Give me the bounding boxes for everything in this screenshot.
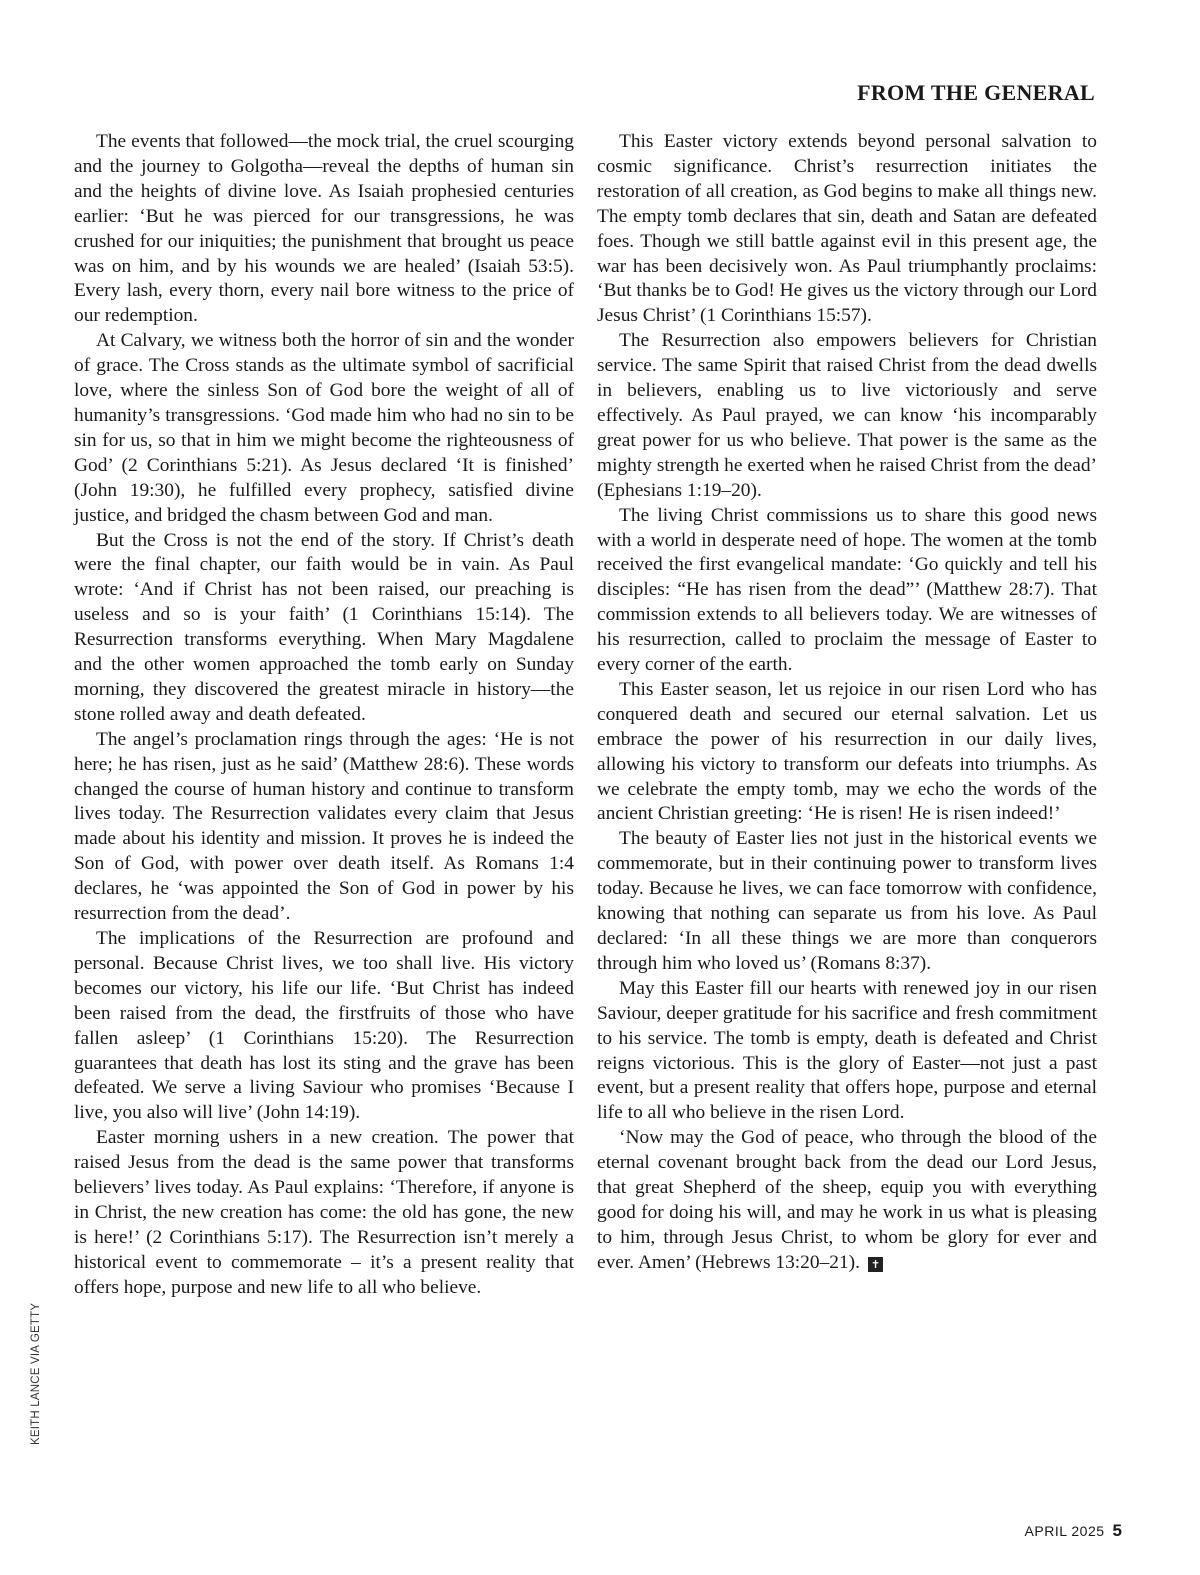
paragraph: May this Easter fill our hearts with renewed joy in our risen Saviour, deeper gratitude for his sacrifice and fresh commitment to his service. The tomb is empty, death is defeated and Christ reigns victorious. This is the glory of Easter—not just a past event, but a present reality that offers hope, purpose and eternal life to all who believe in the risen Lord. — [597, 977, 1097, 1124]
paragraph: The living Christ commissions us to share this good news with a world in desperate need of hope. The women at the tomb received the first evangelical mandate: ‘Go quickly and tell his disciples: “He has risen from the dead”’ (Matthew 28:7). That commission extends to all believers today. We are witnesses of his resurrection, called to proclaim the message of Easter to every corner of the earth. — [597, 504, 1097, 676]
salvation-army-end-mark-icon: ✝ — [868, 1257, 883, 1272]
paragraph: This Easter season, let us rejoice in our risen Lord who has conquered death and secured our eternal salvation. Let us embrace the power of his resurrection in our daily lives, allowing his victory to transform our defeats into triumphs. As we celebrate the empty tomb, may we echo the words of the ancient Christian greeting: ‘He is risen! He is risen indeed!’ — [597, 678, 1097, 825]
paragraph: The Resurrection also empowers believers for Christian service. The same Spirit that raised Christ from the dead dwells in believers, enabling us to live victoriously and serve effectively. As Paul prayed, we can know ‘his incomparably great power for us who believe. That power is the same as the mighty strength he exerted when he raised Christ from the dead’ (Ephesians 1:19–20). — [597, 330, 1097, 501]
paragraph: But the Cross is not the end of the story. If Christ’s death were the final chapter, our faith would be in vain. As Paul wrote: ‘And if Christ has not been raised, our preaching is useless and so is your faith’ (1 Corinthians 15:14). The Resurrection transforms everything. When Mary Magdalene and the other women approached the tomb early on Sunday morning, they discovered the greatest miracle in history—the stone rolled away and death defeated. — [74, 529, 574, 725]
paragraph: Easter morning ushers in a new creation. The power that raised Jesus from the dead is the same power that transforms believers’ lives today. As Paul explains: ‘Therefore, if anyone is in Christ, the new creation has come: the old has gone, the new is here!’ (2 Corinthians 5:17). The Resurrection isn’t merely a historical event to commemorate – it’s a present reality that offers hope, purpose and new life to all who believe. — [74, 1127, 574, 1298]
page-number: 5 — [1112, 1521, 1122, 1540]
paragraph: At Calvary, we witness both the horror of sin and the wonder of grace. The Cross stands as the ultimate symbol of sacrificial love, where the sinless Son of God bore the weight of all of humanity’s transgressions. ‘God made him who had no sin to be sin for us, so that in him we might become the righteousness of God’ (2 Corinthians 5:21). As Jesus declared ‘It is finished’ (John 19:30), he fulfilled every prophecy, satisfied divine justice, and bridged the chasm between God and man. — [74, 330, 574, 526]
paragraph-final — [597, 1126, 1097, 1275]
paragraph: The implications of the Resurrection are profound and personal. Because Christ lives, we too shall live. His victory becomes our victory, his life our life. ‘But Christ has indeed been raised from the dead, the firstfruits of those who have fallen asleep’ (1 Corinthians 15:20). The Resurrection guarantees that death has lost its sting and the grave has been defeated. We serve a living Saviour who promises ‘Because I live, you also will live’ (John 14:19). — [74, 928, 574, 1124]
page-footer — [1025, 1521, 1122, 1541]
paragraph: This Easter victory extends beyond personal salvation to cosmic significance. Christ’s resurrection initiates the restoration of all creation, as God begins to make all things new. The empty tomb declares that sin, death and Satan are defeated foes. Though we still battle against evil in this present age, the war has been decisively won. As Paul triumphantly proclaims: ‘But thanks be to God! He gives us the victory through our Lord Jesus Christ’ (1 Corinthians 15:57). — [597, 131, 1097, 327]
issue-date: APRIL 2025 — [1024, 1523, 1105, 1539]
paragraph: The beauty of Easter lies not just in the historical events we commemorate, but in their continuing power to transform lives today. Because he lives, we can face tomorrow with confidence, knowing that nothing can separate us from his love. As Paul declared: ‘In all these things we are more than conquerors through him who loved us’ (Romans 8:37). — [597, 828, 1097, 974]
paragraph: The events that followed—the mock trial, the cruel scourging and the journey to Golgotha—reveal the depths of human sin and the heights of divine love. As Isaiah prophesied centuries earlier: ‘But he was pierced for our transgressions, he was crushed for our iniquities; the punishment that brought us peace was on him, and by his wounds we are healed’ (Isaiah 53:5). Every lash, every thorn, every nail bore witness to the price of our redemption. — [74, 131, 574, 327]
article-column-left — [74, 130, 574, 1301]
article-column-right — [597, 130, 1097, 1276]
paragraph-final-text: ‘Now may the God of peace, who through the blood of the eternal covenant brought back from the dead our Lord Jesus, that great Shepherd of the sheep, equip you with everything good for doing his will, and may he work in us what is pleasing to him, through Jesus Christ, to whom be glory for ever and ever. Amen’ (Hebrews 13:20–21). — [597, 1127, 1097, 1273]
paragraph: The angel’s proclamation rings through the ages: ‘He is not here; he has risen, just as he said’ (Matthew 28:6). These words changed the course of human history and continue to transform lives today. The Resurrection validates every claim that Jesus made about his identity and mission. It proves he is indeed the Son of God, with power over death itself. As Romans 1:4 declares, he ‘was appointed the Son of God in power by his resurrection from the dead’. — [74, 728, 574, 925]
photo-credit: KEITH LANCE VIA GETTY — [30, 1302, 42, 1445]
section-title: FROM THE GENERAL — [857, 80, 1095, 105]
